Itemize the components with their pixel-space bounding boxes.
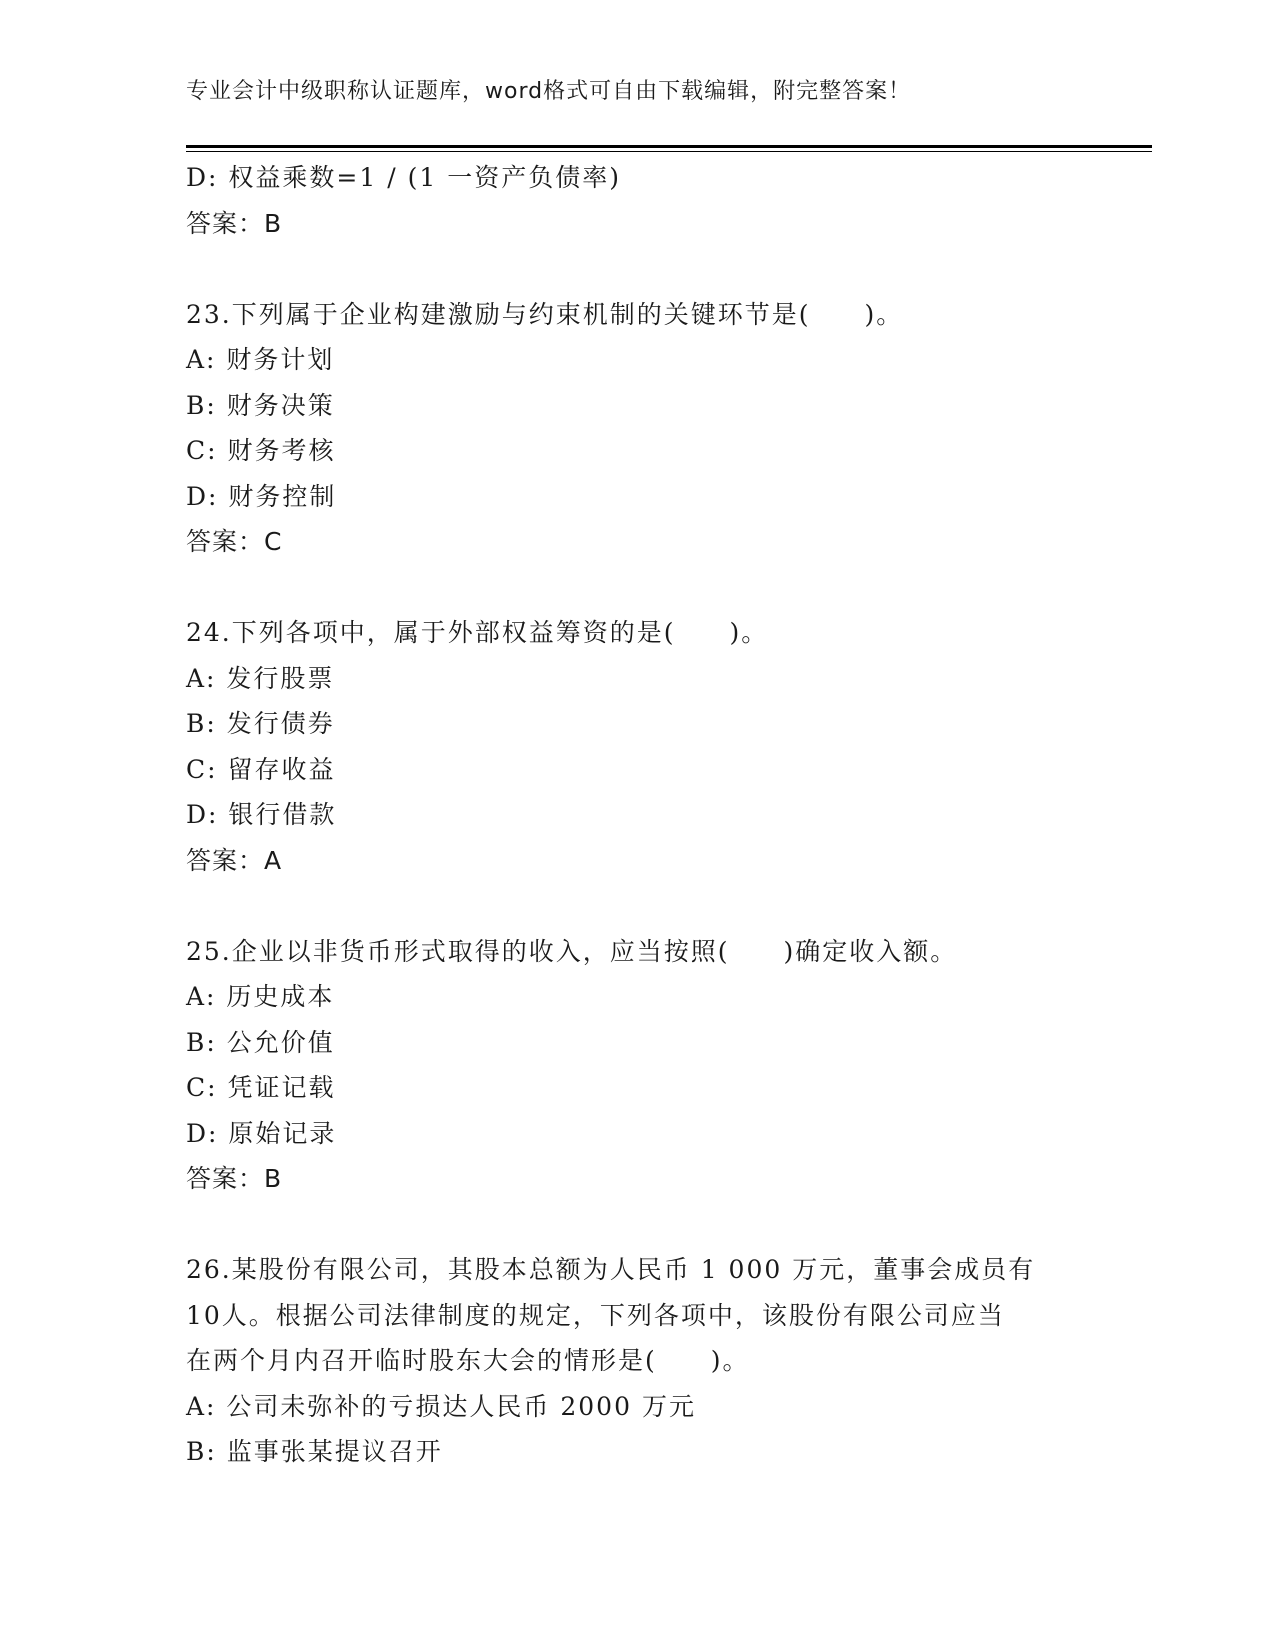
option-d: D: 财务控制: [186, 481, 337, 511]
header-rule-thin: [186, 151, 1152, 152]
question-stem-line-3: 在两个月内召开临时股东大会的情形是( )。: [186, 1346, 750, 1375]
question-stem-line-1: 26.某股份有限公司，其股本总额为人民币 1 000 万元，董事会成员有: [186, 1255, 1036, 1284]
option-c: C: 留存收益: [186, 754, 336, 784]
option-b: B: 财务决策: [186, 390, 335, 420]
question-stem: 24.下列各项中，属于外部权益筹资的是( )。: [186, 618, 769, 647]
option-c: C: 财务考核: [186, 436, 336, 465]
spacer: [186, 246, 1086, 292]
option-a: A: 公司未弥补的亏损达人民币 2000 万元: [186, 1391, 696, 1421]
spacer: [186, 883, 1086, 929]
prev-option-d: D: 权益乘数=1 / (1 一资产负债率): [186, 163, 621, 192]
option-b: B: 监事张某提议召开: [186, 1437, 443, 1466]
option-d: D: 银行借款: [186, 800, 337, 829]
answer: 答案：C: [186, 527, 283, 556]
question-25: [186, 929, 1086, 1202]
document-body: [186, 155, 1086, 1475]
question-stem: 25.企业以非货币形式取得的收入，应当按照( )确定收入额。: [186, 936, 958, 966]
spacer: [186, 1202, 1086, 1248]
option-a: A: 财务计划: [186, 345, 335, 374]
question-stem: 23.下列属于企业构建激励与约束机制的关键环节是( )。: [186, 299, 904, 329]
document-header: 专业会计中级职称认证题库，word格式可自由下载编辑，附完整答案！: [186, 79, 912, 104]
option-c: C: 凭证记载: [186, 1073, 336, 1102]
option-a: A: 历史成本: [186, 982, 335, 1011]
option-d: D: 原始记录: [186, 1118, 337, 1148]
option-b: B: 发行债券: [186, 709, 335, 738]
prev-answer: 答案：B: [186, 208, 283, 238]
answer: 答案：B: [186, 1164, 283, 1193]
header-rule-thick: [186, 145, 1152, 148]
option-a: A: 发行股票: [186, 663, 335, 693]
question-stem-line-2: 10人。根据公司法律制度的规定，下列各项中，该股份有限公司应当: [186, 1300, 1005, 1330]
spacer: [186, 565, 1086, 611]
question-24: [186, 610, 1086, 883]
option-b: B: 公允价值: [186, 1027, 335, 1057]
question-26: [186, 1247, 1086, 1475]
question-23: [186, 292, 1086, 565]
answer: 答案：A: [186, 845, 283, 875]
